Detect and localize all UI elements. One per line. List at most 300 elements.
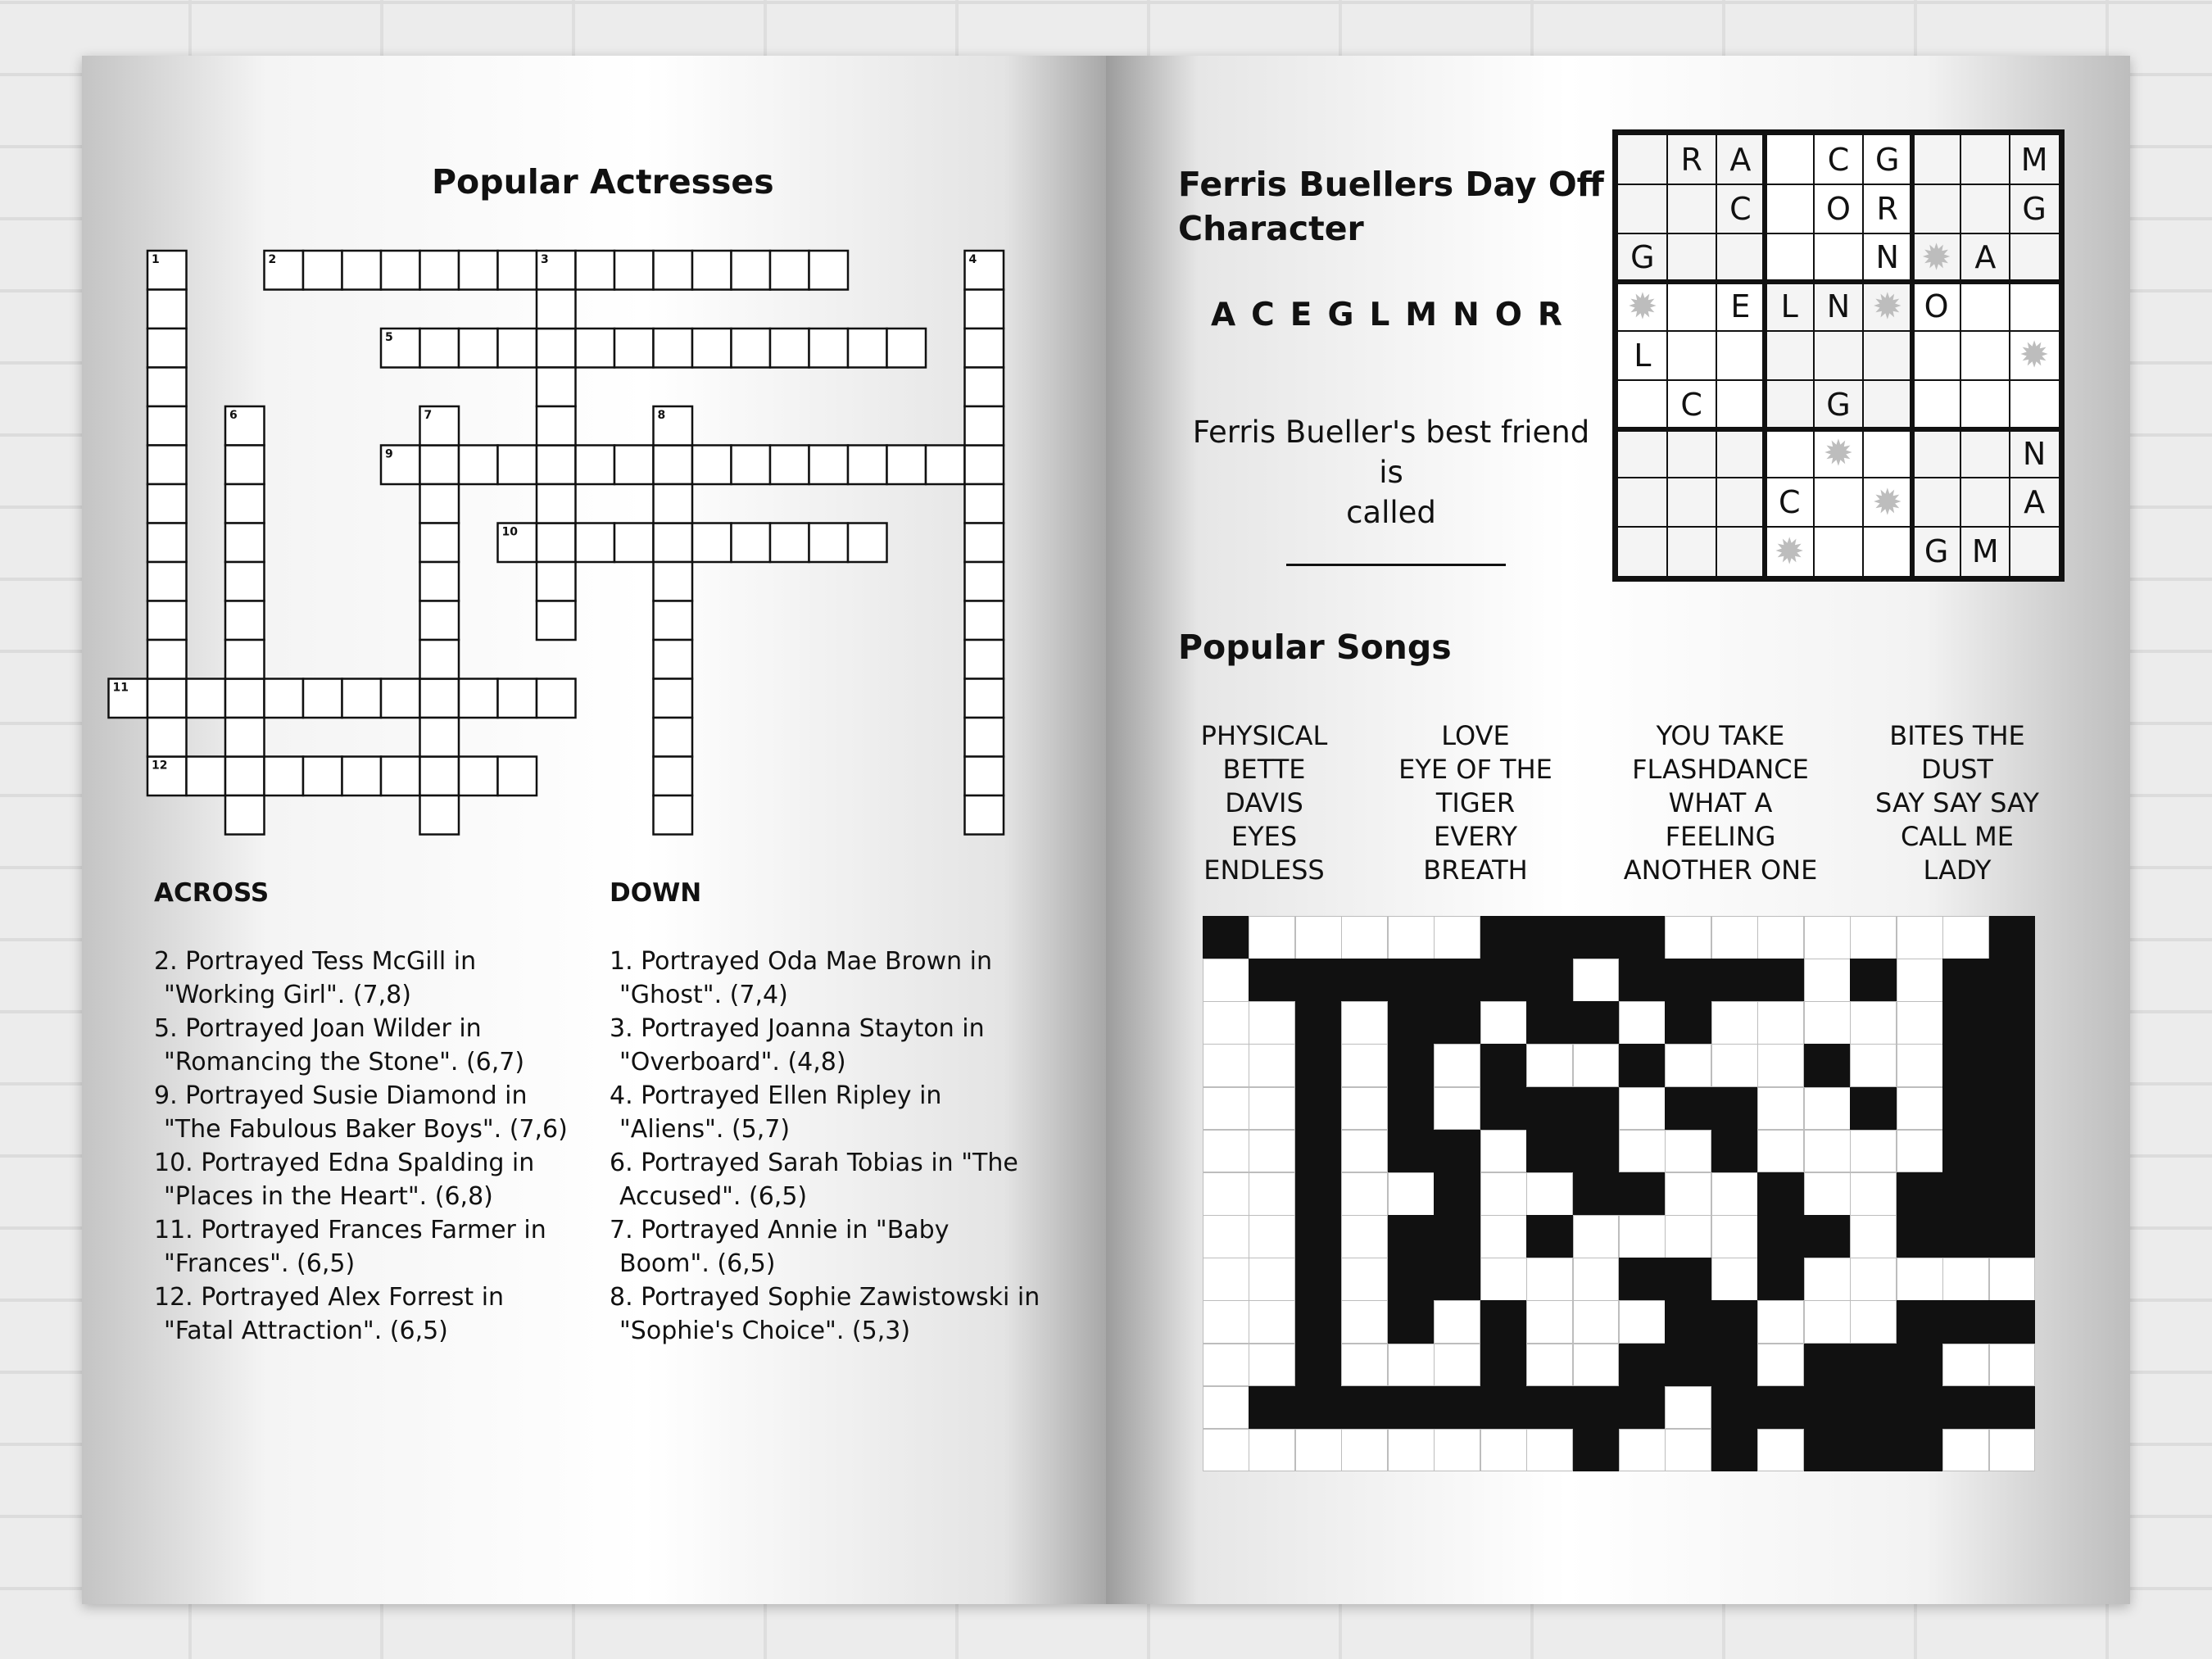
sudoku-cell[interactable] xyxy=(2010,233,2059,283)
crossword-cell[interactable] xyxy=(147,446,187,485)
filled-grid-cell[interactable] xyxy=(1989,1300,2036,1344)
sudoku-cell[interactable] xyxy=(1716,478,1766,527)
filled-grid-cell[interactable] xyxy=(1434,959,1480,1002)
sudoku-cell[interactable]: N xyxy=(2010,429,2059,478)
sudoku-cell[interactable] xyxy=(1667,527,1716,576)
empty-grid-cell[interactable] xyxy=(1203,1087,1249,1131)
empty-grid-cell[interactable] xyxy=(1526,1429,1573,1472)
filled-grid-cell[interactable] xyxy=(1665,1300,1711,1344)
filled-grid-cell[interactable] xyxy=(1295,1300,1342,1344)
crossword-cell[interactable] xyxy=(809,251,849,290)
sudoku-cell[interactable] xyxy=(1667,233,1716,283)
crossword-cell[interactable] xyxy=(381,757,420,796)
empty-grid-cell[interactable] xyxy=(1665,1429,1711,1472)
filled-grid-cell[interactable] xyxy=(1989,1130,2036,1173)
filled-grid-cell[interactable] xyxy=(1526,1130,1573,1173)
sudoku-cell[interactable]: N xyxy=(1814,282,1863,331)
filled-grid-cell[interactable] xyxy=(1388,1087,1435,1131)
crossword-cell[interactable] xyxy=(420,679,460,718)
empty-grid-cell[interactable] xyxy=(1388,1344,1435,1387)
filled-grid-cell[interactable] xyxy=(1295,1172,1342,1216)
crossword-cell[interactable] xyxy=(420,484,460,524)
crossword-cell[interactable] xyxy=(732,524,771,563)
star-clue-cell[interactable] xyxy=(1765,527,1814,576)
empty-grid-cell[interactable] xyxy=(1573,959,1620,1002)
empty-grid-cell[interactable] xyxy=(1757,1429,1804,1472)
empty-grid-cell[interactable] xyxy=(1434,916,1480,959)
empty-grid-cell[interactable] xyxy=(1989,1258,2036,1301)
empty-grid-cell[interactable] xyxy=(1480,1258,1527,1301)
star-clue-cell[interactable] xyxy=(1863,282,1912,331)
sudoku-cell[interactable] xyxy=(1667,184,1716,233)
crossword-cell[interactable] xyxy=(965,562,1004,601)
empty-grid-cell[interactable] xyxy=(1341,1044,1388,1087)
empty-grid-cell[interactable] xyxy=(1942,1258,1989,1301)
filled-grid-cell[interactable] xyxy=(1942,1087,1989,1131)
filled-grid-cell[interactable] xyxy=(1989,916,2036,959)
crossword-cell[interactable] xyxy=(225,446,265,485)
empty-grid-cell[interactable] xyxy=(1573,1258,1620,1301)
empty-grid-cell[interactable] xyxy=(1203,1258,1249,1301)
empty-grid-cell[interactable] xyxy=(1665,1215,1711,1258)
crossword-cell[interactable] xyxy=(654,601,693,641)
crossword-cell[interactable] xyxy=(225,679,265,718)
empty-grid-cell[interactable] xyxy=(1434,1344,1480,1387)
empty-grid-cell[interactable] xyxy=(1526,1344,1573,1387)
sudoku-cell[interactable] xyxy=(2010,527,2059,576)
crossword-cell[interactable] xyxy=(342,679,382,718)
empty-grid-cell[interactable] xyxy=(1619,1300,1666,1344)
crossword-cell[interactable] xyxy=(537,290,576,329)
sudoku-cell[interactable] xyxy=(1814,233,1863,283)
sudoku-cell[interactable] xyxy=(1863,380,1912,429)
empty-grid-cell[interactable] xyxy=(1804,1258,1851,1301)
filled-grid-cell[interactable] xyxy=(1757,1215,1804,1258)
empty-grid-cell[interactable] xyxy=(1434,1044,1480,1087)
filled-grid-cell[interactable] xyxy=(1573,1429,1620,1472)
sudoku-cell[interactable] xyxy=(1814,527,1863,576)
empty-grid-cell[interactable] xyxy=(1341,916,1388,959)
crossword-cell[interactable] xyxy=(265,679,304,718)
crossword-cell[interactable] xyxy=(225,562,265,601)
filled-grid-cell[interactable] xyxy=(1619,916,1666,959)
filled-grid-cell[interactable] xyxy=(1897,1172,1943,1216)
crossword-cell[interactable] xyxy=(147,640,187,679)
empty-grid-cell[interactable] xyxy=(1619,1429,1666,1472)
empty-grid-cell[interactable] xyxy=(1850,1215,1897,1258)
sudoku-cell[interactable]: O xyxy=(1912,282,1961,331)
filled-grid-cell[interactable] xyxy=(1711,1429,1758,1472)
empty-grid-cell[interactable] xyxy=(1850,1258,1897,1301)
filled-grid-cell[interactable] xyxy=(1434,1001,1480,1045)
empty-grid-cell[interactable] xyxy=(1897,1044,1943,1087)
filled-grid-cell[interactable] xyxy=(1989,1044,2036,1087)
crossword-cell[interactable] xyxy=(732,251,771,290)
empty-grid-cell[interactable] xyxy=(1850,1044,1897,1087)
crossword-cell[interactable] xyxy=(965,601,1004,641)
crossword-cell[interactable] xyxy=(770,524,809,563)
filled-grid-cell[interactable] xyxy=(1711,1386,1758,1430)
sudoku-cell[interactable] xyxy=(1618,380,1667,429)
sudoku-cell[interactable] xyxy=(1618,184,1667,233)
filled-grid-cell[interactable] xyxy=(1480,916,1527,959)
filled-grid-cell[interactable] xyxy=(1480,1087,1527,1131)
empty-grid-cell[interactable] xyxy=(1897,1258,1943,1301)
empty-grid-cell[interactable] xyxy=(1249,1172,1295,1216)
empty-grid-cell[interactable] xyxy=(1665,1044,1711,1087)
star-clue-cell[interactable] xyxy=(2010,331,2059,380)
empty-grid-cell[interactable] xyxy=(1757,916,1804,959)
crossword-cell[interactable] xyxy=(848,524,887,563)
empty-grid-cell[interactable] xyxy=(1804,916,1851,959)
empty-grid-cell[interactable] xyxy=(1203,1001,1249,1045)
empty-grid-cell[interactable] xyxy=(1757,1344,1804,1387)
filled-grid-cell[interactable] xyxy=(1942,959,1989,1002)
crossword-cell[interactable] xyxy=(303,757,342,796)
filled-grid-cell[interactable] xyxy=(1526,959,1573,1002)
crossword-cell[interactable] xyxy=(225,640,265,679)
empty-grid-cell[interactable] xyxy=(1341,1258,1388,1301)
sudoku-cell[interactable] xyxy=(1912,184,1961,233)
empty-grid-cell[interactable] xyxy=(1897,916,1943,959)
crossword-cell[interactable] xyxy=(225,757,265,796)
crossword-cell[interactable] xyxy=(732,446,771,485)
empty-grid-cell[interactable] xyxy=(1480,1001,1527,1045)
crossword-cell[interactable] xyxy=(420,796,460,835)
sudoku-cell[interactable]: G xyxy=(1618,233,1667,283)
sudoku-cell[interactable]: R xyxy=(1667,135,1716,184)
crossword-cell[interactable] xyxy=(381,679,420,718)
filled-grid-cell[interactable] xyxy=(1388,959,1435,1002)
empty-grid-cell[interactable] xyxy=(1480,1215,1527,1258)
empty-grid-cell[interactable] xyxy=(1804,959,1851,1002)
sudoku-cell[interactable]: R xyxy=(1863,184,1912,233)
empty-grid-cell[interactable] xyxy=(1295,916,1342,959)
song-grid[interactable] xyxy=(1203,916,2035,1471)
empty-grid-cell[interactable] xyxy=(1434,1300,1480,1344)
crossword-cell[interactable] xyxy=(692,524,732,563)
crossword-cell[interactable] xyxy=(420,640,460,679)
crossword-cell[interactable] xyxy=(498,251,537,290)
crossword-cell[interactable] xyxy=(614,251,654,290)
sudoku-cell[interactable] xyxy=(1765,233,1814,283)
empty-grid-cell[interactable] xyxy=(1388,1172,1435,1216)
crossword-cell[interactable] xyxy=(147,601,187,641)
crossword-cell[interactable] xyxy=(809,329,849,368)
crossword-cell[interactable] xyxy=(770,446,809,485)
empty-grid-cell[interactable] xyxy=(1434,1087,1480,1131)
filled-grid-cell[interactable] xyxy=(1711,1130,1758,1173)
sudoku-cell[interactable] xyxy=(1618,478,1667,527)
crossword-cell[interactable] xyxy=(654,757,693,796)
empty-grid-cell[interactable] xyxy=(1203,1300,1249,1344)
empty-grid-cell[interactable] xyxy=(1804,1087,1851,1131)
filled-grid-cell[interactable] xyxy=(1341,959,1388,1002)
crossword-cell[interactable] xyxy=(537,562,576,601)
empty-grid-cell[interactable] xyxy=(1203,1044,1249,1087)
sudoku-cell[interactable] xyxy=(1716,331,1766,380)
filled-grid-cell[interactable] xyxy=(1480,959,1527,1002)
crossword-cell[interactable] xyxy=(498,757,537,796)
sudoku-cell[interactable]: C xyxy=(1716,184,1766,233)
filled-grid-cell[interactable] xyxy=(1434,1130,1480,1173)
sudoku-cell[interactable]: C xyxy=(1667,380,1716,429)
empty-grid-cell[interactable] xyxy=(1480,1429,1527,1472)
sudoku-cell[interactable] xyxy=(1960,282,2010,331)
filled-grid-cell[interactable] xyxy=(1526,1087,1573,1131)
filled-grid-cell[interactable] xyxy=(1434,1258,1480,1301)
crossword-cell[interactable] xyxy=(965,640,1004,679)
filled-grid-cell[interactable] xyxy=(1804,1044,1851,1087)
filled-grid-cell[interactable] xyxy=(1619,1172,1666,1216)
sudoku-cell[interactable]: G xyxy=(1814,380,1863,429)
empty-grid-cell[interactable] xyxy=(1711,1001,1758,1045)
filled-grid-cell[interactable] xyxy=(1989,959,2036,1002)
filled-grid-cell[interactable] xyxy=(1757,1258,1804,1301)
sudoku-cell[interactable] xyxy=(1716,527,1766,576)
filled-grid-cell[interactable] xyxy=(1249,959,1295,1002)
empty-grid-cell[interactable] xyxy=(1989,1344,2036,1387)
filled-grid-cell[interactable] xyxy=(1480,1044,1527,1087)
crossword-cell[interactable] xyxy=(614,329,654,368)
filled-grid-cell[interactable] xyxy=(1573,1001,1620,1045)
empty-grid-cell[interactable] xyxy=(1480,1130,1527,1173)
filled-grid-cell[interactable] xyxy=(1711,959,1758,1002)
filled-grid-cell[interactable] xyxy=(1850,1429,1897,1472)
crossword-cell[interactable] xyxy=(965,524,1004,563)
word-sudoku-grid[interactable] xyxy=(1612,129,2065,582)
filled-grid-cell[interactable] xyxy=(1942,1001,1989,1045)
empty-grid-cell[interactable] xyxy=(1942,916,1989,959)
crossword-cell[interactable] xyxy=(965,757,1004,796)
sudoku-cell[interactable]: L xyxy=(1618,331,1667,380)
crossword-cell[interactable] xyxy=(420,446,460,485)
empty-grid-cell[interactable] xyxy=(1665,1130,1711,1173)
empty-grid-cell[interactable] xyxy=(1249,1258,1295,1301)
empty-grid-cell[interactable] xyxy=(1249,916,1295,959)
crossword-cell[interactable] xyxy=(732,329,771,368)
filled-grid-cell[interactable] xyxy=(1434,1215,1480,1258)
crossword-cell[interactable] xyxy=(147,290,187,329)
crossword-cell[interactable] xyxy=(848,329,887,368)
empty-grid-cell[interactable] xyxy=(1573,1044,1620,1087)
empty-grid-cell[interactable] xyxy=(1804,1300,1851,1344)
crossword-cell[interactable] xyxy=(537,446,576,485)
crossword-cell[interactable] xyxy=(459,757,498,796)
empty-grid-cell[interactable] xyxy=(1757,1130,1804,1173)
crossword-cell[interactable] xyxy=(225,601,265,641)
crossword-cell[interactable] xyxy=(147,679,187,718)
empty-grid-cell[interactable] xyxy=(1203,959,1249,1002)
filled-grid-cell[interactable] xyxy=(1711,1344,1758,1387)
sudoku-cell[interactable]: M xyxy=(2010,135,2059,184)
sudoku-cell[interactable] xyxy=(1960,429,2010,478)
filled-grid-cell[interactable] xyxy=(1711,1087,1758,1131)
crossword-cell[interactable] xyxy=(147,368,187,407)
filled-grid-cell[interactable] xyxy=(1942,1215,1989,1258)
crossword-cell[interactable] xyxy=(654,718,693,757)
sudoku-cell[interactable] xyxy=(1618,135,1667,184)
crossword-cell[interactable] xyxy=(459,251,498,290)
sudoku-cell[interactable] xyxy=(1667,331,1716,380)
empty-grid-cell[interactable] xyxy=(1341,1001,1388,1045)
filled-grid-cell[interactable] xyxy=(1665,1344,1711,1387)
empty-grid-cell[interactable] xyxy=(1480,1172,1527,1216)
filled-grid-cell[interactable] xyxy=(1619,959,1666,1002)
filled-grid-cell[interactable] xyxy=(1388,1300,1435,1344)
sudoku-cell[interactable] xyxy=(1765,135,1814,184)
empty-grid-cell[interactable] xyxy=(1665,916,1711,959)
filled-grid-cell[interactable] xyxy=(1897,1215,1943,1258)
sudoku-cell[interactable] xyxy=(2010,282,2059,331)
crossword-cell[interactable] xyxy=(809,446,849,485)
empty-grid-cell[interactable] xyxy=(1388,1429,1435,1472)
empty-grid-cell[interactable] xyxy=(1341,1130,1388,1173)
crossword-cell[interactable] xyxy=(498,446,537,485)
empty-grid-cell[interactable] xyxy=(1203,1215,1249,1258)
empty-grid-cell[interactable] xyxy=(1341,1429,1388,1472)
crossword-cell[interactable] xyxy=(965,718,1004,757)
filled-grid-cell[interactable] xyxy=(1480,1386,1527,1430)
filled-grid-cell[interactable] xyxy=(1942,1044,1989,1087)
empty-grid-cell[interactable] xyxy=(1341,1087,1388,1131)
sudoku-cell[interactable] xyxy=(1863,331,1912,380)
empty-grid-cell[interactable] xyxy=(1804,1001,1851,1045)
crossword-cell[interactable] xyxy=(147,718,187,757)
crossword-cell[interactable] xyxy=(187,757,226,796)
filled-grid-cell[interactable] xyxy=(1804,1429,1851,1472)
sudoku-cell[interactable] xyxy=(1814,478,1863,527)
sudoku-cell[interactable]: L xyxy=(1765,282,1814,331)
filled-grid-cell[interactable] xyxy=(1757,1172,1804,1216)
sudoku-cell[interactable] xyxy=(1960,331,2010,380)
filled-grid-cell[interactable] xyxy=(1942,1130,1989,1173)
sudoku-cell[interactable]: G xyxy=(2010,184,2059,233)
star-clue-cell[interactable] xyxy=(1814,429,1863,478)
sudoku-cell[interactable] xyxy=(1814,331,1863,380)
filled-grid-cell[interactable] xyxy=(1388,1001,1435,1045)
crossword-cell[interactable] xyxy=(420,562,460,601)
empty-grid-cell[interactable] xyxy=(1249,1344,1295,1387)
crossword-grid[interactable] xyxy=(57,190,1049,845)
filled-grid-cell[interactable] xyxy=(1480,1344,1527,1387)
empty-grid-cell[interactable] xyxy=(1711,916,1758,959)
filled-grid-cell[interactable] xyxy=(1573,1386,1620,1430)
crossword-cell[interactable] xyxy=(654,484,693,524)
crossword-cell[interactable] xyxy=(420,251,460,290)
empty-grid-cell[interactable] xyxy=(1757,1087,1804,1131)
empty-grid-cell[interactable] xyxy=(1341,1172,1388,1216)
crossword-cell[interactable] xyxy=(576,524,615,563)
empty-grid-cell[interactable] xyxy=(1249,1044,1295,1087)
crossword-cell[interactable] xyxy=(576,329,615,368)
crossword-cell[interactable] xyxy=(576,446,615,485)
filled-grid-cell[interactable] xyxy=(1665,1258,1711,1301)
sudoku-cell[interactable] xyxy=(1765,380,1814,429)
crossword-cell[interactable] xyxy=(459,329,498,368)
filled-grid-cell[interactable] xyxy=(1295,1215,1342,1258)
filled-grid-cell[interactable] xyxy=(1850,959,1897,1002)
empty-grid-cell[interactable] xyxy=(1341,1344,1388,1387)
crossword-cell[interactable] xyxy=(147,562,187,601)
crossword-cell[interactable] xyxy=(692,446,732,485)
sudoku-cell[interactable] xyxy=(1765,184,1814,233)
crossword-cell[interactable] xyxy=(537,524,576,563)
empty-grid-cell[interactable] xyxy=(1897,1130,1943,1173)
filled-grid-cell[interactable] xyxy=(1804,1344,1851,1387)
crossword-cell[interactable] xyxy=(692,329,732,368)
crossword-cell[interactable] xyxy=(537,368,576,407)
filled-grid-cell[interactable] xyxy=(1804,1215,1851,1258)
filled-grid-cell[interactable] xyxy=(1480,1300,1527,1344)
filled-grid-cell[interactable] xyxy=(1203,916,1249,959)
crossword-cell[interactable] xyxy=(692,251,732,290)
empty-grid-cell[interactable] xyxy=(1711,1215,1758,1258)
crossword-cell[interactable] xyxy=(459,446,498,485)
star-clue-cell[interactable] xyxy=(1863,478,1912,527)
crossword-cell[interactable] xyxy=(965,484,1004,524)
empty-grid-cell[interactable] xyxy=(1619,1001,1666,1045)
empty-grid-cell[interactable] xyxy=(1850,1300,1897,1344)
sudoku-cell[interactable] xyxy=(1716,233,1766,283)
sudoku-cell[interactable] xyxy=(1960,380,2010,429)
sudoku-cell[interactable] xyxy=(1618,429,1667,478)
empty-grid-cell[interactable] xyxy=(1341,1215,1388,1258)
crossword-cell[interactable] xyxy=(770,329,809,368)
crossword-cell[interactable] xyxy=(537,601,576,641)
crossword-cell[interactable] xyxy=(147,484,187,524)
sudoku-cell[interactable]: A xyxy=(1716,135,1766,184)
sudoku-cell[interactable] xyxy=(1618,527,1667,576)
empty-grid-cell[interactable] xyxy=(1665,1172,1711,1216)
empty-grid-cell[interactable] xyxy=(1203,1386,1249,1430)
filled-grid-cell[interactable] xyxy=(1388,1386,1435,1430)
filled-grid-cell[interactable] xyxy=(1711,1300,1758,1344)
filled-grid-cell[interactable] xyxy=(1897,1300,1943,1344)
filled-grid-cell[interactable] xyxy=(1665,1087,1711,1131)
sudoku-cell[interactable] xyxy=(1716,380,1766,429)
empty-grid-cell[interactable] xyxy=(1665,1386,1711,1430)
crossword-cell[interactable] xyxy=(537,329,576,368)
empty-grid-cell[interactable] xyxy=(1711,1172,1758,1216)
crossword-cell[interactable] xyxy=(420,329,460,368)
empty-grid-cell[interactable] xyxy=(1850,916,1897,959)
empty-grid-cell[interactable] xyxy=(1203,1429,1249,1472)
filled-grid-cell[interactable] xyxy=(1526,1215,1573,1258)
sudoku-cell[interactable]: M xyxy=(1960,527,2010,576)
empty-grid-cell[interactable] xyxy=(1249,1215,1295,1258)
filled-grid-cell[interactable] xyxy=(1989,1215,2036,1258)
crossword-cell[interactable] xyxy=(342,757,382,796)
crossword-cell[interactable] xyxy=(926,446,965,485)
empty-grid-cell[interactable] xyxy=(1203,1130,1249,1173)
crossword-cell[interactable] xyxy=(887,329,927,368)
filled-grid-cell[interactable] xyxy=(1665,1001,1711,1045)
sudoku-cell[interactable]: C xyxy=(1765,478,1814,527)
crossword-cell[interactable] xyxy=(420,757,460,796)
sudoku-cell[interactable]: A xyxy=(1960,233,2010,283)
empty-grid-cell[interactable] xyxy=(1249,1001,1295,1045)
sudoku-cell[interactable] xyxy=(1765,331,1814,380)
empty-grid-cell[interactable] xyxy=(1850,1172,1897,1216)
empty-grid-cell[interactable] xyxy=(1850,1001,1897,1045)
crossword-cell[interactable] xyxy=(459,679,498,718)
filled-grid-cell[interactable] xyxy=(1295,1386,1342,1430)
filled-grid-cell[interactable] xyxy=(1989,1087,2036,1131)
filled-grid-cell[interactable] xyxy=(1942,1172,1989,1216)
filled-grid-cell[interactable] xyxy=(1989,1386,2036,1430)
sudoku-cell[interactable]: G xyxy=(1863,135,1912,184)
